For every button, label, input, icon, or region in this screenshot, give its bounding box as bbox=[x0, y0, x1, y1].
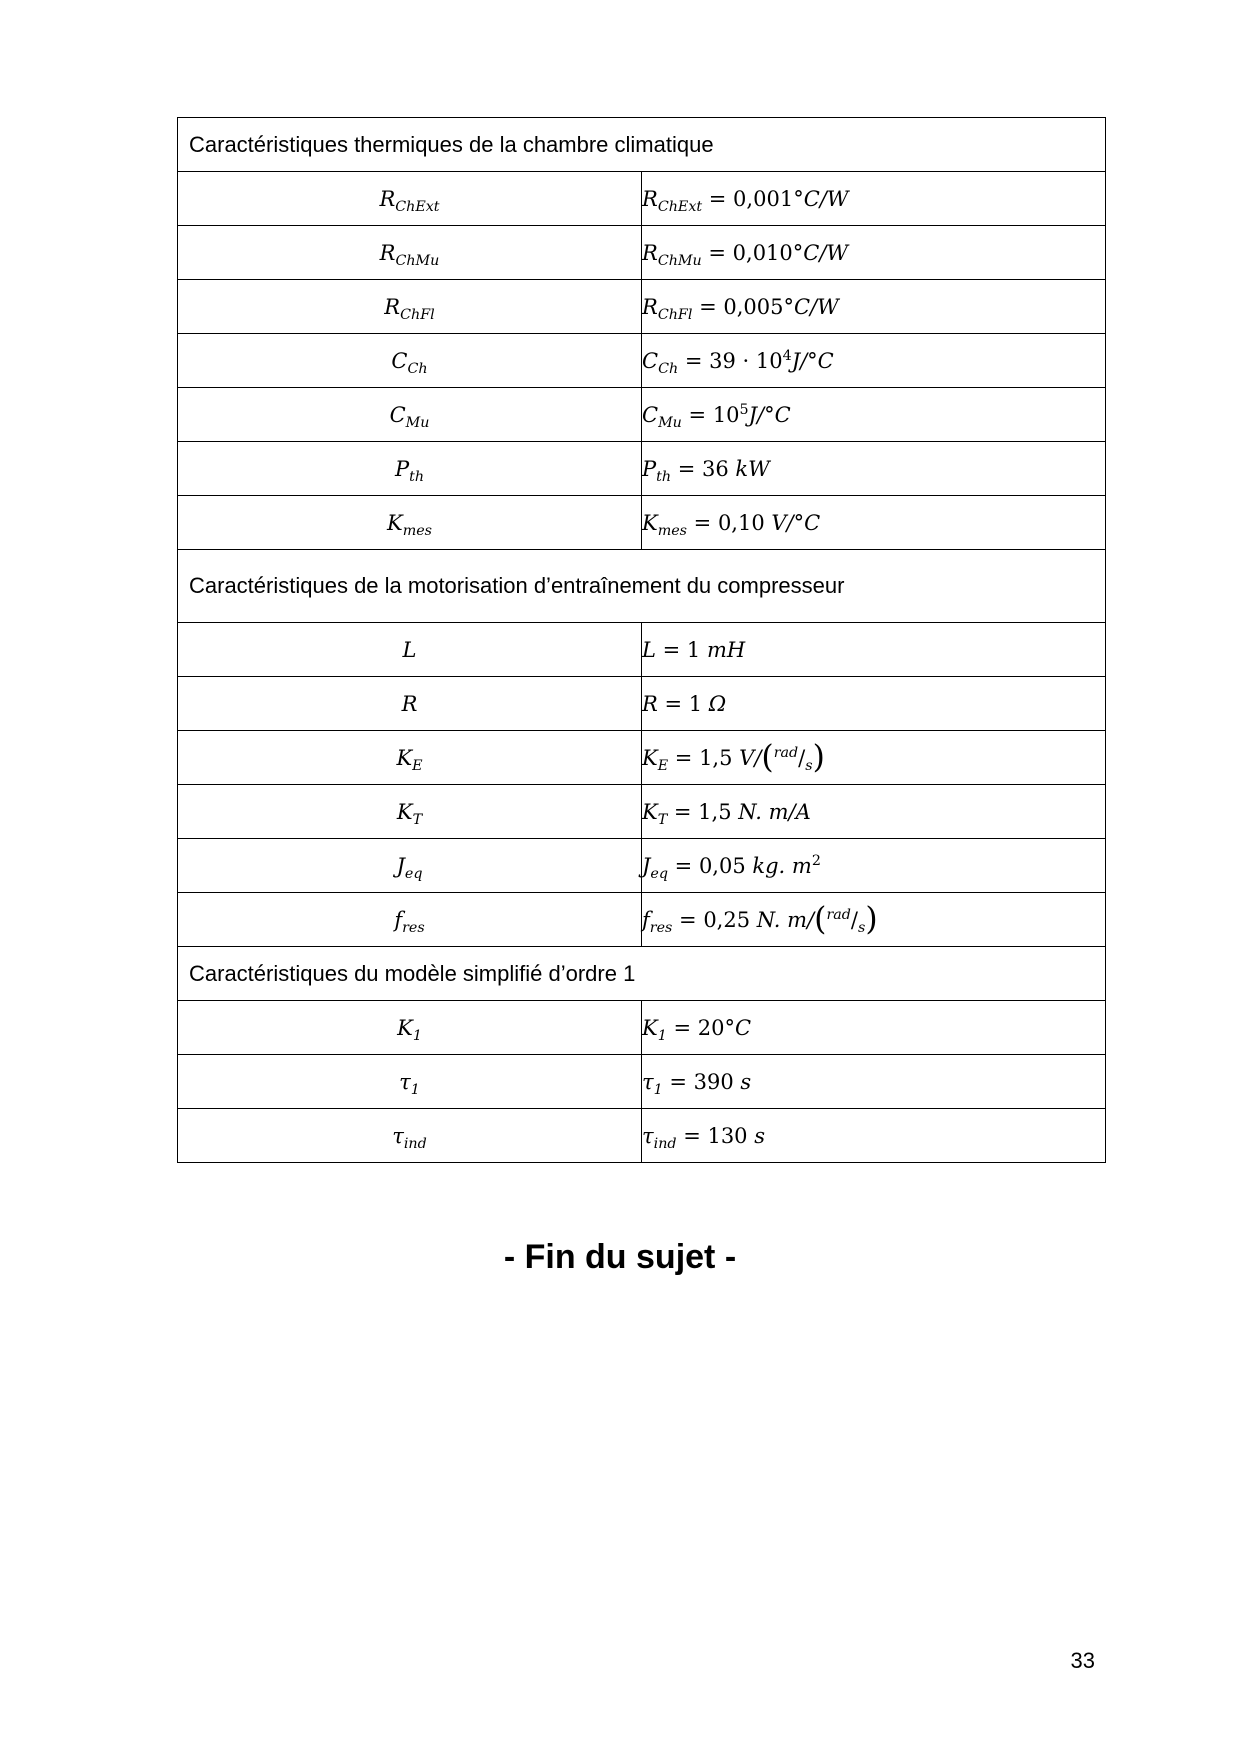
section-header-motor bbox=[178, 550, 1106, 623]
table-row bbox=[178, 839, 1106, 893]
table-row bbox=[178, 731, 1106, 785]
value-cell: $C_{Ch} = 39 \cdot 10^4J/^\circ C$ bbox=[642, 334, 1106, 388]
value-cell: $f_{res} = 0,25$ N. $m/(^{rad}/_s)$ bbox=[642, 893, 1106, 947]
section-title: Caractéristiques thermiques de la chambre climatique bbox=[178, 118, 1106, 172]
symbol-cell: $J_{eq}$ bbox=[178, 839, 642, 893]
value-cell: $K_T = 1,5$ N. m/A bbox=[642, 785, 1106, 839]
table-row bbox=[178, 226, 1106, 280]
table-row bbox=[178, 496, 1106, 550]
symbol-cell: $R_{ChExt}$ bbox=[178, 172, 642, 226]
value-cell: $K_{mes} = 0,10$ V/°C bbox=[642, 496, 1106, 550]
table-row bbox=[178, 172, 1106, 226]
table-row bbox=[178, 1055, 1106, 1109]
table-row bbox=[178, 334, 1106, 388]
symbol-cell: $R_{ChMu}$ bbox=[178, 226, 642, 280]
table-row bbox=[178, 623, 1106, 677]
symbol-cell: $K_E$ bbox=[178, 731, 642, 785]
symbol-cell: R bbox=[178, 677, 642, 731]
table-row bbox=[178, 1001, 1106, 1055]
value-cell: $P_{th} = 36$ kW bbox=[642, 442, 1106, 496]
section-title: Caractéristiques de la motorisation d’entraînement du compresseur bbox=[178, 550, 1106, 623]
value-cell: L = 1 mH bbox=[642, 623, 1106, 677]
section-title: Caractéristiques du modèle simplifié d’ordre 1 bbox=[178, 947, 1106, 1001]
symbol-cell: $R_{ChFl}$ bbox=[178, 280, 642, 334]
value-cell: $R_{ChFl} = 0,005^\circ C/W$ bbox=[642, 280, 1106, 334]
symbol-cell: $K_{mes}$ bbox=[178, 496, 642, 550]
parameters-table bbox=[177, 117, 1106, 1163]
page-number: 33 bbox=[1070, 1648, 1095, 1673]
symbol-cell: $K_T$ bbox=[178, 785, 642, 839]
table-row bbox=[178, 893, 1106, 947]
symbol-cell: $C_{Mu}$ bbox=[178, 388, 642, 442]
value-cell: $K_E = 1,5$ $V/(^{rad}/_s)$ bbox=[642, 731, 1106, 785]
value-cell: $\tau_{ind} = 130$ s bbox=[642, 1109, 1106, 1163]
value-cell: R = 1 Ω bbox=[642, 677, 1106, 731]
value-cell: $C_{Mu} = 10^5J/^\circ C$ bbox=[642, 388, 1106, 442]
section-header-model bbox=[178, 947, 1106, 1001]
table-row bbox=[178, 785, 1106, 839]
symbol-cell: $\tau_{ind}$ bbox=[178, 1109, 642, 1163]
symbol-cell: L bbox=[178, 623, 642, 677]
table-row bbox=[178, 442, 1106, 496]
symbol-cell: $\tau_1$ bbox=[178, 1055, 642, 1109]
section-header-thermal bbox=[178, 118, 1106, 172]
end-of-subject-title: - Fin du sujet - bbox=[503, 1238, 737, 1276]
symbol-cell: $C_{Ch}$ bbox=[178, 334, 642, 388]
value-cell: $J_{eq} = 0,05$ kg. $m^2$ bbox=[642, 839, 1106, 893]
symbol-cell: $P_{th}$ bbox=[178, 442, 642, 496]
value-cell: $R_{ChExt} = 0,001^\circ C/W$ bbox=[642, 172, 1106, 226]
table-row bbox=[178, 1109, 1106, 1163]
table-row bbox=[178, 677, 1106, 731]
symbol-cell: $f_{res}$ bbox=[178, 893, 642, 947]
table-row bbox=[178, 280, 1106, 334]
value-cell: $\tau_1 = 390$ s bbox=[642, 1055, 1106, 1109]
value-cell: $K_1 = 20^\circ C$ bbox=[642, 1001, 1106, 1055]
symbol-cell: $K_1$ bbox=[178, 1001, 642, 1055]
value-cell: $R_{ChMu} = 0,010^\circ C/W$ bbox=[642, 226, 1106, 280]
table-row bbox=[178, 388, 1106, 442]
